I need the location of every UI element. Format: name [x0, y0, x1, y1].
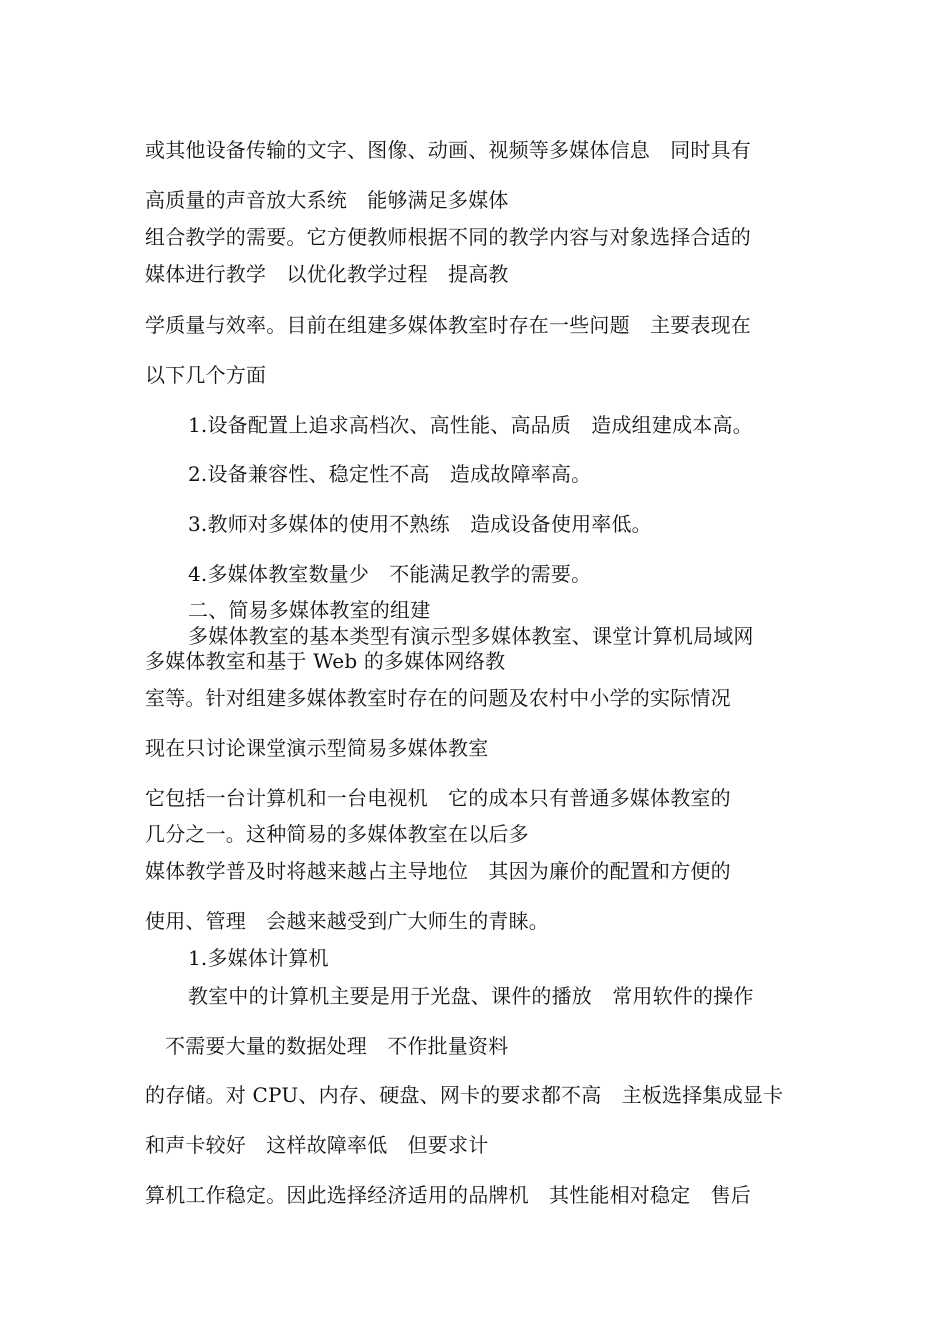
text-line: 现在只讨论课堂演示型简易多媒体教室 — [145, 736, 489, 760]
text-line: 它包括一台计算机和一台电视机 它的成本只有普通多媒体教室的 — [145, 786, 731, 810]
text-line: 几分之一。这种简易的多媒体教室在以后多 — [145, 822, 529, 846]
text-line: 媒体教学普及时将越来越占主导地位 其因为廉价的配置和方便的 — [145, 859, 731, 883]
subsection-heading: 1.多媒体计算机 — [188, 946, 329, 970]
text-line: 学质量与效率。目前在组建多媒体教室时存在一些问题 主要表现在 — [145, 313, 751, 337]
text-line: 不需要大量的数据处理 不作批量资料 — [165, 1034, 509, 1058]
text-line: 组合教学的需要。它方便教师根据不同的教学内容与对象选择合适的 — [145, 225, 751, 249]
text-line: 媒体进行教学 以优化教学过程 提高教 — [145, 262, 509, 286]
list-item: 2.设备兼容性、稳定性不高 造成故障率高。 — [188, 462, 592, 486]
list-item: 4.多媒体教室数量少 不能满足教学的需要。 — [188, 562, 592, 586]
text-line: 和声卡较好 这样故障率低 但要求计 — [145, 1133, 489, 1157]
text-line: 以下几个方面 — [145, 363, 267, 387]
text-line: 室等。针对组建多媒体教室时存在的问题及农村中小学的实际情况 — [145, 686, 731, 710]
text-line: 多媒体教室的基本类型有演示型多媒体教室、课堂计算机局域网 — [188, 624, 754, 648]
text-line: 多媒体教室和基于 Web 的多媒体网络教 — [145, 649, 506, 673]
text-line: 使用、管理 会越来越受到广大师生的青睐。 — [145, 909, 549, 933]
text-line: 教室中的计算机主要是用于光盘、课件的播放 常用软件的操作 — [188, 984, 754, 1008]
text-line: 或其他设备传输的文字、图像、动画、视频等多媒体信息 同时具有 — [145, 138, 751, 162]
text-line: 算机工作稳定。因此选择经济适用的品牌机 其性能相对稳定 售后 — [145, 1183, 751, 1207]
text-line: 高质量的声音放大系统 能够满足多媒体 — [145, 188, 509, 212]
text-line: 的存储。对 CPU、内存、硬盘、网卡的要求都不高 主板选择集成显卡 — [145, 1083, 784, 1107]
list-item: 1.设备配置上追求高档次、高性能、高品质 造成组建成本高。 — [188, 413, 753, 437]
list-item: 3.教师对多媒体的使用不熟练 造成设备使用率低。 — [188, 512, 652, 536]
section-heading: 二、简易多媒体教室的组建 — [188, 598, 431, 622]
